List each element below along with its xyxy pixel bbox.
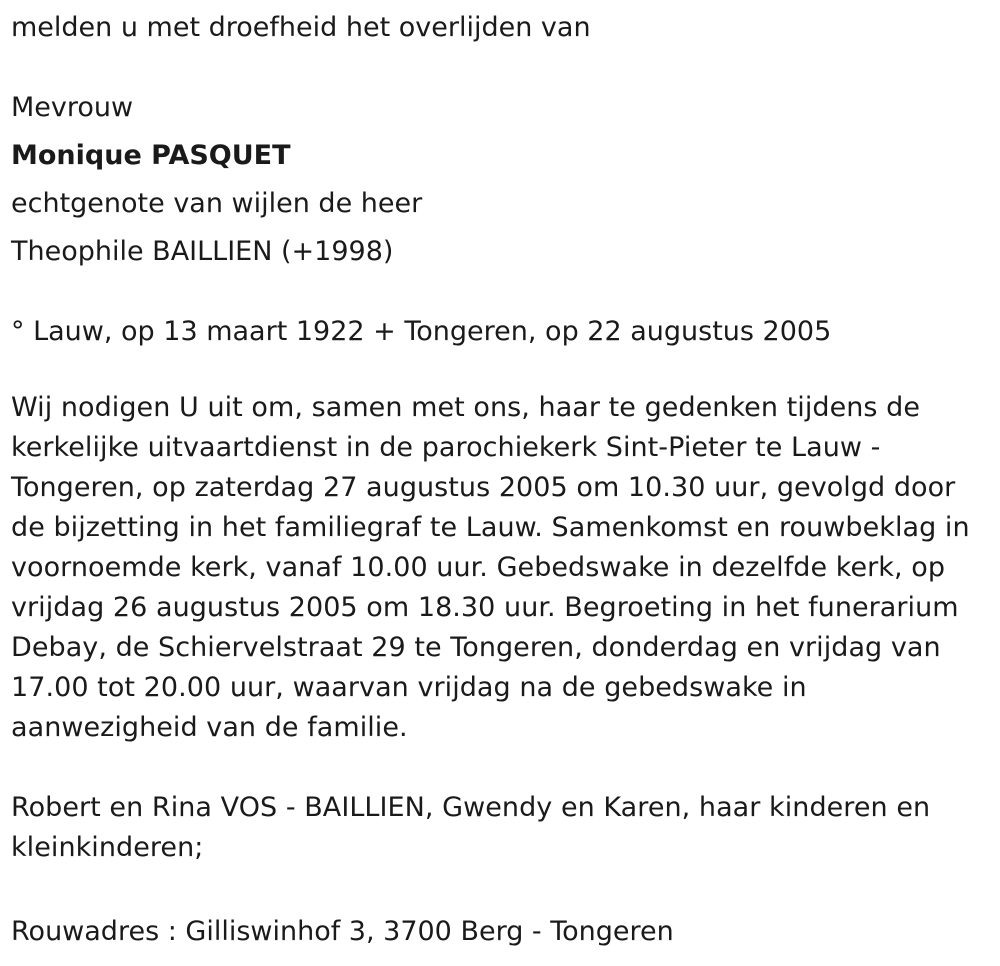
deceased-name: Monique PASQUET (11, 140, 291, 171)
spacer (11, 276, 986, 308)
honorific: Mevrouw (11, 92, 134, 123)
spacer (11, 868, 986, 908)
relation-text: echtgenote van wijlen de heer (11, 188, 423, 219)
intro-text: melden u met droefheid het overlijden van (11, 12, 591, 43)
family-paragraph: Robert en Rina VOS - BAILLIEN, Gwendy en Karen, haar kinderen en kleinkinderen; (11, 792, 931, 863)
spouse-name: Theophile BAILLIEN (+1998) (11, 236, 394, 267)
obituary-notice (11, 4, 986, 956)
spacer (11, 356, 986, 388)
mourning-address: Rouwadres : Gilliswinhof 3, 3700 Berg - Tongeren (11, 916, 674, 947)
spacer (11, 748, 986, 788)
ceremony-paragraph: Wij nodigen U uit om, samen met ons, haar te gedenken tijdens de kerkelijke uitvaartdienst in de parochiekerk Sint-Pieter te Lauw - Tongeren, op zaterdag 27 augustus 2005 om 10.30 uur, gevolgd door de bijzetting in het familiegraf te Lauw. Samenkomst en rouwbeklag in voornoemde kerk, vanaf 10.00 uur. Gebedswake in dezelfde kerk, op vrijdag 26 augustus 2005 om 18.30 uur. Begroeting in het funerarium Debay, de Schiervelstraat 29 te Tongeren, donderdag en vrijdag van 17.00 tot 20.00 uur, waarvan vrijdag na de gebedswake in aanwezigheid van de familie. (11, 392, 970, 743)
spacer (11, 52, 986, 84)
birth-death-dates: ° Lauw, op 13 maart 1922 + Tongeren, op 22 augustus 2005 (11, 316, 832, 347)
